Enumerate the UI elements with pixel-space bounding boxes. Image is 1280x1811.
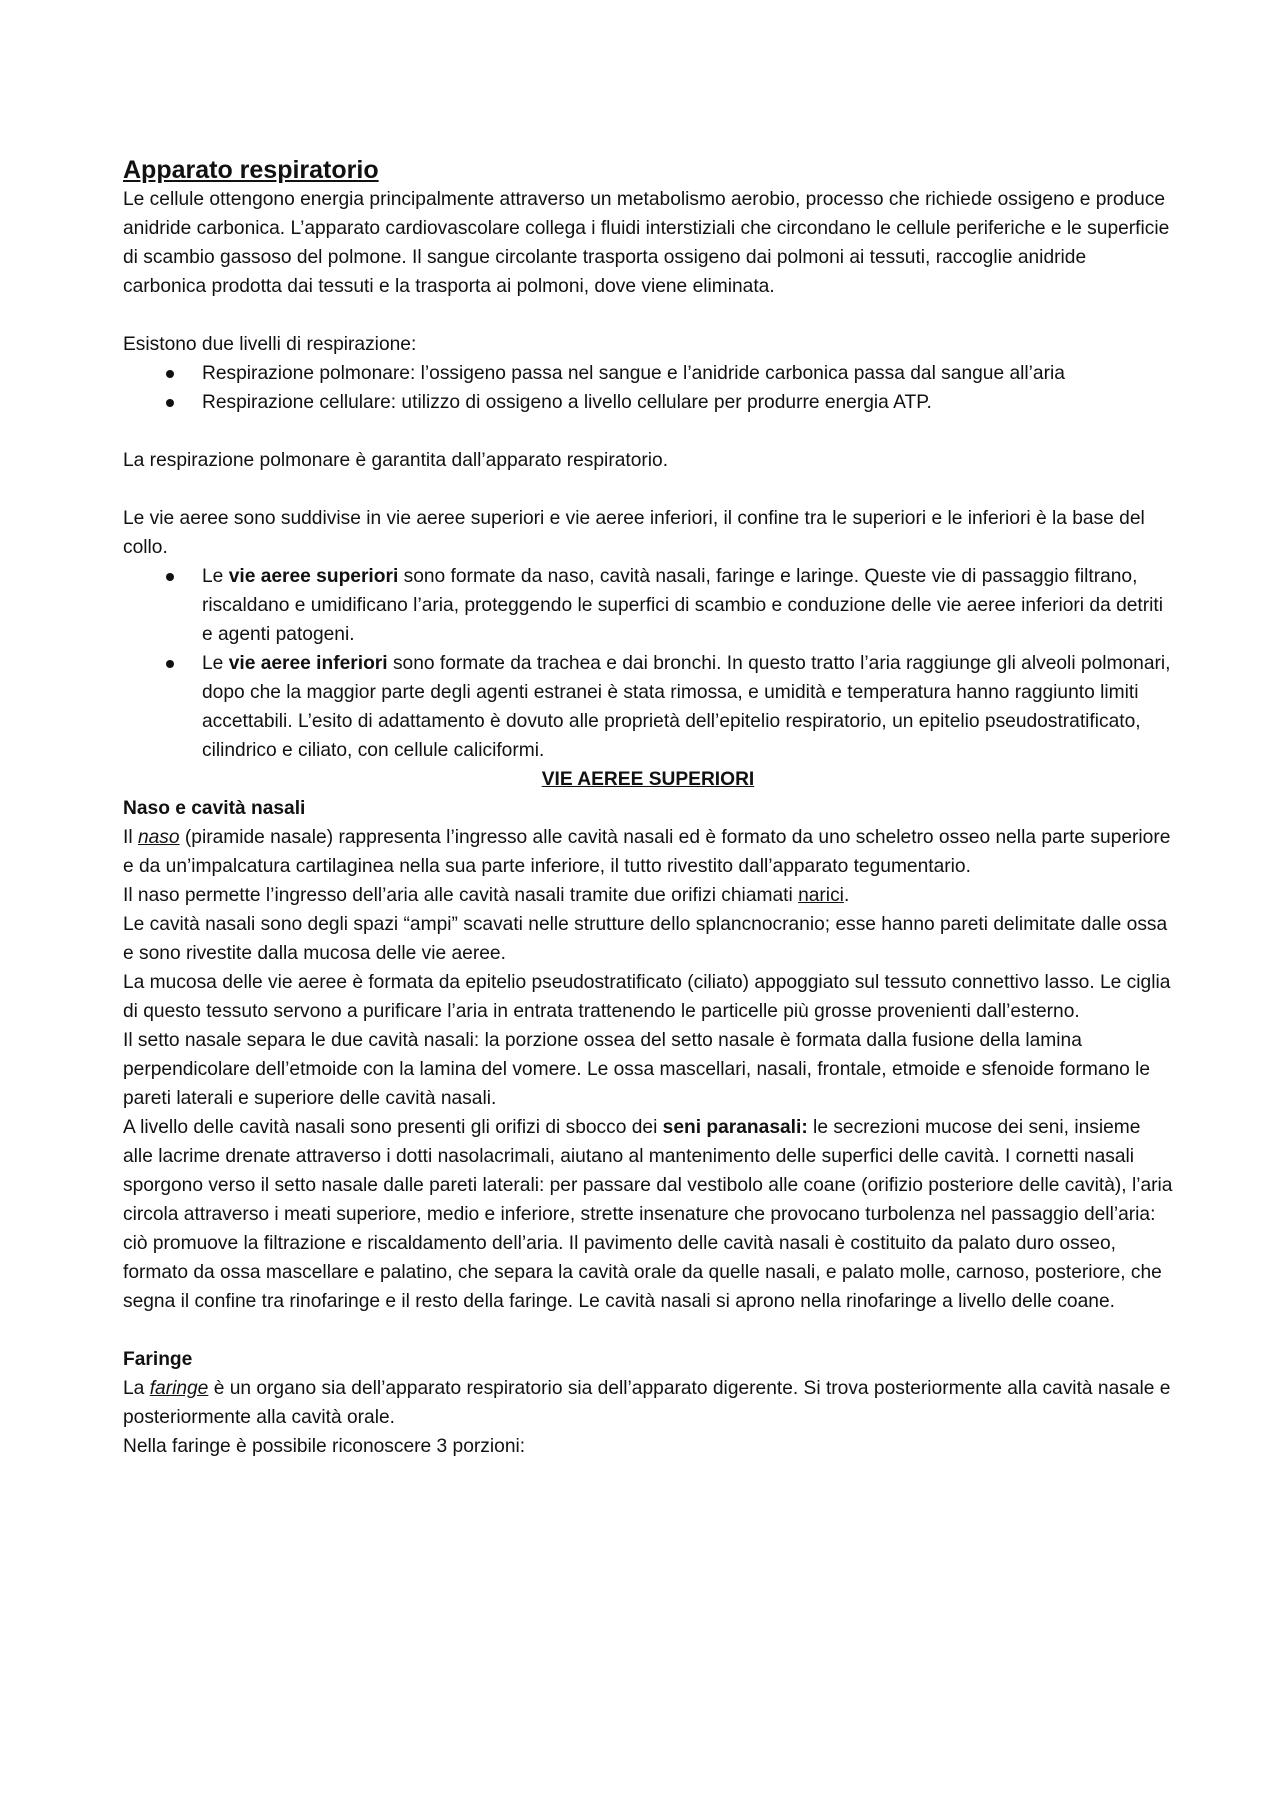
- nose-paragraph-3: Le cavità nasali sono degli spazi “ampi” scavati nelle strutture dello splancnocranio; esse hanno pareti delimitate dalle ossa e sono rivestite dalla mucosa delle vie aeree.: [123, 914, 1168, 964]
- nose-paragraph-6: A livello delle cavità nasali sono presenti gli orifizi di sbocco dei seni paranasali: le secrezioni mucose dei seni, insieme alle lacrime drenate attraverso i dotti nasolacrimali, aiutano al mantenimento delle superfici delle cavità. I cornetti nasali sporgono verso il setto nasale dalle pareti laterali: per passare dal vestibolo alle coane (orifizio posteriore delle cavità), l’aria circola attraverso i meati superiore, medio e inferiore, strette insenature che provocano turbolenza nel passaggio dell’aria: ciò promuove la filtrazione e riscaldamento dell’aria. Il pavimento delle cavità nasali è costituito da palato duro osseo, formato da ossa mascellare e palatino, che separa la cavità orale da quelle nasali, e palato molle, carnoso, posteriore, che segna il confine tra rinofaringe e il resto della faringe. Le cavità nasali si aprono nella rinofaringe a livello delle coane.: [123, 1117, 1173, 1312]
- nose-paragraph-5: Il setto nasale separa le due cavità nasali: la porzione ossea del setto nasale è formata dalla fusione della lamina perpendicolare dell’etmoide con la lamina del vomere. Le ossa mascellari, nasali, frontale, etmoide e sfenoide formano le pareti laterali e superiore delle cavità nasali.: [123, 1030, 1151, 1109]
- term-lower-airways: vie aeree inferiori: [228, 653, 388, 674]
- nose-paragraph-4: La mucosa delle vie aeree è formata da epitelio pseudostratificato (ciliato) appoggiato sul tessuto connettivo lasso. Le ciglia di questo tessuto servono a purificare l’aria in entrata trattenendo le particelle più grosse provenienti dall’esterno.: [123, 972, 1171, 1022]
- term-upper-airways: vie aeree superiori: [228, 566, 399, 587]
- nose-heading: Naso e cavità nasali: [123, 798, 306, 819]
- document-title: Apparato respiratorio: [123, 156, 379, 184]
- term-seni-paranasali: seni paranasali:: [662, 1117, 808, 1138]
- pharynx-heading: Faringe: [123, 1349, 193, 1370]
- pharynx-paragraph-1: La faringe è un organo sia dell’apparato respiratorio sia dell’apparato digerente. Si trova posteriormente alla cavità nasale e posteriormente alla cavità orale.: [123, 1378, 1171, 1428]
- document-page: [123, 155, 1173, 1461]
- airways-intro: Le vie aeree sono suddivise in vie aeree superiori e vie aeree inferiori, il confine tra le superiori e le inferiori è la base del collo.: [123, 508, 1145, 558]
- respiration-levels-list: [123, 359, 1173, 417]
- nose-paragraph-2: Il naso permette l’ingresso dell’aria alle cavità nasali tramite due orifizi chiamati narici.: [123, 885, 850, 906]
- spacer: [123, 417, 1173, 446]
- pulmonary-paragraph: La respirazione polmonare è garantita dall’apparato respiratorio.: [123, 450, 669, 471]
- spacer: [123, 1316, 1173, 1345]
- term-naso: naso: [137, 827, 180, 848]
- list-item-lower-airways: Le vie aeree inferiori sono formate da trachea e dai bronchi. In questo tratto l’aria raggiunge gli alveoli polmonari, dopo che la maggior parte degli agenti estranei è stata rimossa, e umidità e temperatura hanno raggiunto limiti accettabili. L’esito di adattamento è dovuto alle proprietà dell’epitelio respiratorio, un epitelio pseudostratificato, cilindrico e ciliato, con cellule caliciformi.: [123, 649, 1173, 765]
- intro-paragraph: Le cellule ottengono energia principalmente attraverso un metabolismo aerobio, processo che richiede ossigeno e produce anidride carbonica. L’apparato cardiovascolare collega i fluidi interstiziali che circondano le cellule periferiche e le superficie di scambio gassoso del polmone. Il sangue circolante trasporta ossigeno dai polmoni ai tessuti, raccoglie anidride carbonica prodotta dai tessuti e la trasporta ai polmoni, dove viene eliminata.: [123, 189, 1170, 297]
- term-narici: narici: [798, 885, 844, 906]
- levels-intro: Esistono due livelli di respirazione:: [123, 334, 417, 355]
- pharynx-paragraph-2: Nella faringe è possibile riconoscere 3 porzioni:: [123, 1436, 526, 1457]
- section-title: VIE AEREE SUPERIORI: [541, 769, 755, 790]
- airways-list: [123, 562, 1173, 765]
- list-item-upper-airways: Le vie aeree superiori sono formate da naso, cavità nasali, faringe e laringe. Queste vie di passaggio filtrano, riscaldano e umidificano l’aria, proteggendo le superfici di scambio e conduzione delle vie aeree inferiori da detriti e agenti patogeni.: [123, 562, 1173, 649]
- spacer: [123, 475, 1173, 504]
- list-item: Respirazione polmonare: l’ossigeno passa nel sangue e l’anidride carbonica passa dal sangue all’aria: [123, 359, 1173, 388]
- nose-paragraph-1: Il naso (piramide nasale) rappresenta l’ingresso alle cavità nasali ed è formato da uno scheletro osseo nella parte superiore e da un’impalcatura cartilaginea nella sua parte inferiore, il tutto rivestito dall’apparato tegumentario.: [123, 827, 1171, 877]
- list-item: Respirazione cellulare: utilizzo di ossigeno a livello cellulare per produrre energia ATP.: [123, 388, 1173, 417]
- spacer: [123, 301, 1173, 330]
- term-faringe: faringe: [149, 1378, 209, 1399]
